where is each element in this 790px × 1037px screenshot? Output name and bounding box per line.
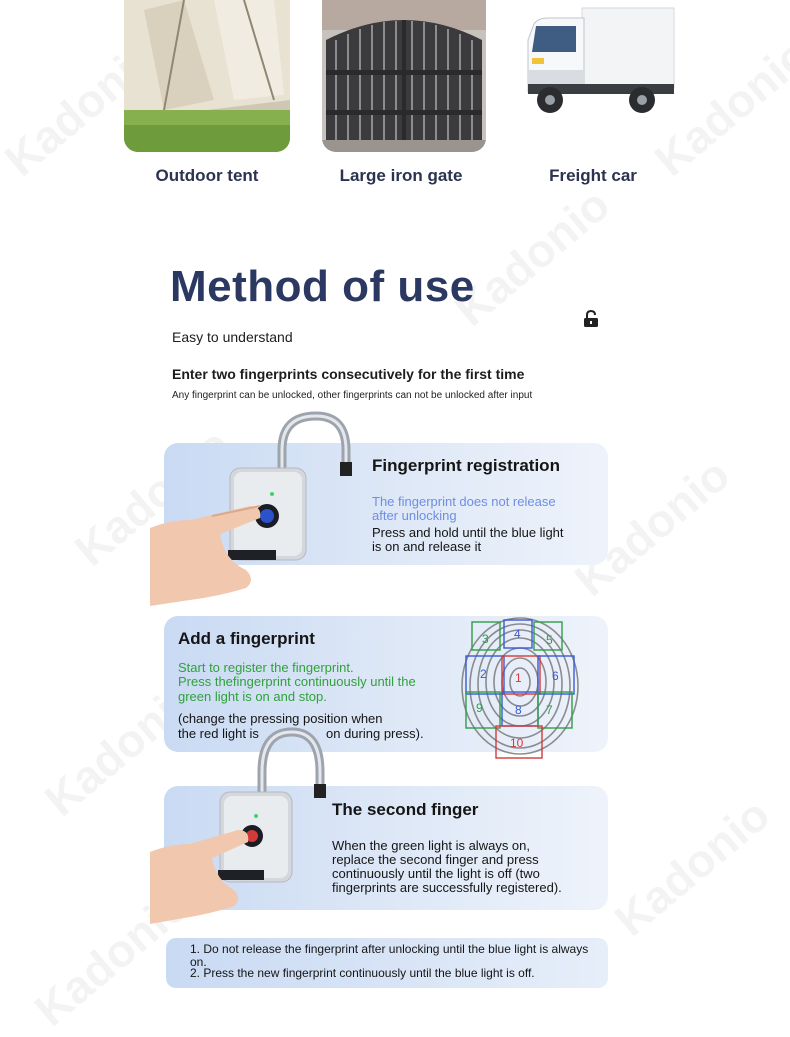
second-body-line-1: When the green light is always on, bbox=[332, 838, 530, 853]
position-label-3: 3 bbox=[482, 632, 489, 646]
position-label-9: 9 bbox=[476, 701, 483, 715]
registration-body-line-1: Press and hold until the blue light bbox=[372, 525, 564, 540]
gate-photo bbox=[322, 0, 486, 152]
tent-photo bbox=[124, 0, 290, 152]
scenario-label-gate: Large iron gate bbox=[339, 166, 463, 185]
second-body-line-4: fingerprints are successfully registered). bbox=[332, 880, 562, 895]
step-title-second: The second finger bbox=[332, 800, 479, 819]
registration-blue-line-1: The fingerprint does not release bbox=[372, 494, 556, 509]
add-body-line-1: (change the pressing position when bbox=[178, 711, 383, 726]
registration-body-line-2: is on and release it bbox=[372, 539, 482, 554]
position-label-10: 10 bbox=[510, 736, 524, 750]
position-label-8: 8 bbox=[515, 703, 522, 717]
add-green-line-2: Press thefingerprint continuously until the bbox=[178, 674, 416, 689]
step-title-add: Add a fingerprint bbox=[178, 629, 315, 648]
second-body-line-3: continuously until the light is off (two bbox=[332, 866, 540, 881]
add-green-line-1: Start to register the fingerprint. bbox=[178, 660, 354, 675]
watermark-text bbox=[604, 787, 780, 947]
add-green-line-3: green light is on and stop. bbox=[178, 689, 327, 704]
instruction-note: Any fingerprint can be unlocked, other fingerprints can not be unlocked after input bbox=[172, 390, 533, 401]
position-label-6: 6 bbox=[552, 669, 559, 683]
position-label-7: 7 bbox=[546, 703, 553, 717]
note-item-1: 1. Do not release the fingerprint after unlocking until the blue light is always on. bbox=[190, 942, 589, 969]
padlock-with-finger-illustration bbox=[150, 720, 350, 945]
unlock-icon bbox=[583, 310, 599, 333]
truck-photo bbox=[514, 0, 676, 130]
padlock-with-finger-illustration bbox=[150, 410, 370, 635]
scenario-label-truck: Freight car bbox=[549, 166, 637, 185]
position-label-5: 5 bbox=[546, 633, 553, 647]
add-body-line-2a: the red light is bbox=[178, 726, 259, 741]
section-subtitle: Easy to understand bbox=[172, 329, 293, 345]
scenario-label-tent: Outdoor tent bbox=[155, 166, 259, 185]
fingerprint-position-diagram bbox=[458, 616, 588, 767]
add-body-line-2b: on during press). bbox=[326, 726, 424, 741]
registration-blue-line-2: after unlocking bbox=[372, 508, 457, 523]
instruction-heading: Enter two fingerprints consecutively for the first time bbox=[172, 366, 525, 382]
position-label-2: 2 bbox=[480, 667, 487, 681]
second-body-line-2: replace the second finger and press bbox=[332, 852, 539, 867]
position-label-1: 1 bbox=[515, 671, 522, 685]
step-title-registration: Fingerprint registration bbox=[372, 456, 560, 475]
section-title: Method of use bbox=[170, 262, 475, 311]
position-label-4: 4 bbox=[514, 627, 521, 641]
note-item-2: 2. Press the new fingerprint continuously until the blue light is off. bbox=[190, 966, 535, 980]
